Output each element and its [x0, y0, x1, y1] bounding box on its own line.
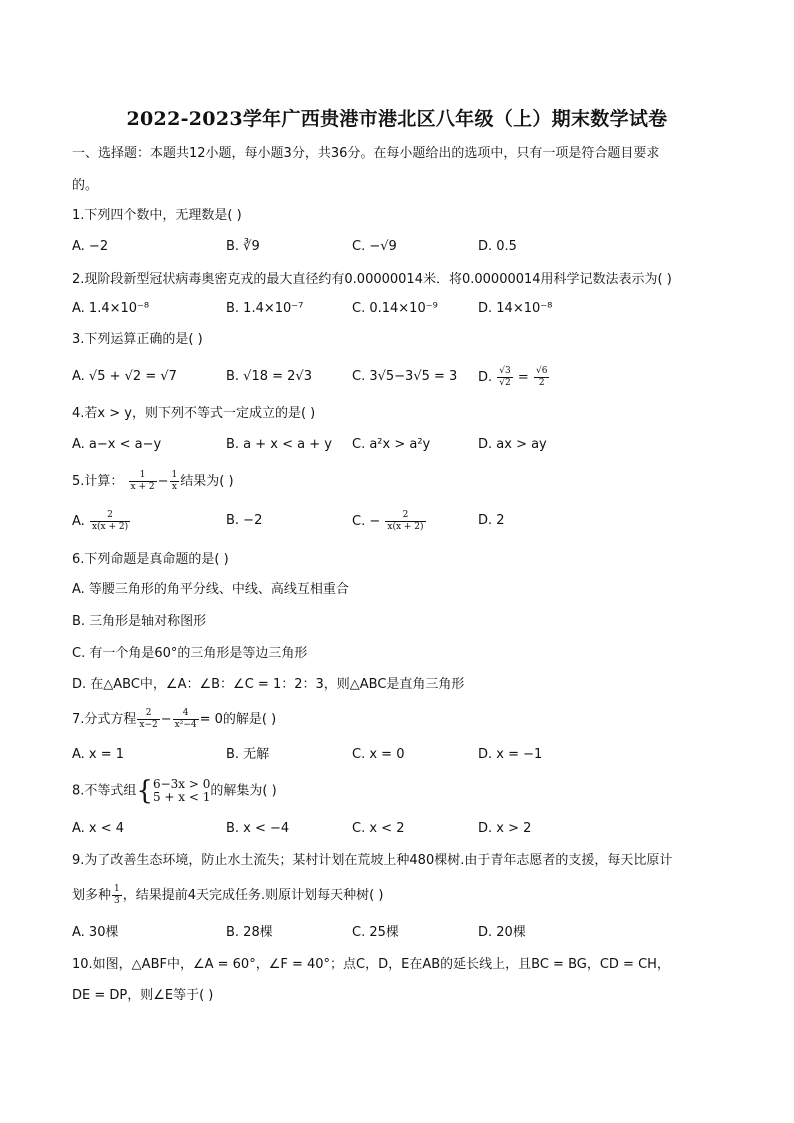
fraction-numerator: 4	[173, 708, 199, 720]
fraction-numerator: √3	[499, 366, 511, 376]
question-4-options	[72, 434, 732, 456]
minus-sign: −	[157, 474, 169, 489]
question-8-stem-suffix: 的解集为( )	[210, 783, 277, 799]
question-9-stem-line-2	[72, 884, 383, 907]
question-6-option-b: B. 三角形是轴对称图形	[72, 614, 207, 629]
question-5-option-a-fraction	[90, 510, 130, 533]
question-3-options	[72, 366, 732, 388]
question-3-option-c: C. 3√5−3√5 = 3	[352, 369, 458, 384]
question-5-option-a	[72, 510, 131, 533]
question-10-stem-line-2: DE = DP，则∠E等于( )	[72, 988, 214, 1003]
question-3-option-b: B. √18 = 2√3	[226, 369, 312, 384]
question-7-stem-suffix: = 0的解是( )	[199, 712, 277, 727]
fraction-denominator: x²−4	[174, 720, 197, 730]
question-8-options	[72, 818, 732, 840]
fraction-numerator: 2	[385, 510, 425, 522]
question-8-option-b: B. x < −4	[226, 821, 290, 836]
fraction-denominator: √2	[499, 378, 511, 388]
question-3-option-d	[478, 366, 550, 389]
question-3-option-d-right-fraction	[534, 366, 549, 389]
question-9-fraction	[112, 884, 122, 907]
question-7-fraction-1	[137, 708, 159, 731]
question-9-options	[72, 922, 732, 944]
question-7-options	[72, 744, 732, 766]
question-7-stem	[72, 708, 276, 731]
question-2-option-c: C. 0.14×10⁻⁹	[352, 301, 438, 316]
question-5-stem	[72, 470, 234, 493]
question-6-option-c: C. 有一个角是60°的三角形是等边三角形	[72, 646, 308, 661]
question-2-option-b: B. 1.4×10⁻⁷	[226, 301, 304, 316]
question-5-option-c	[352, 510, 427, 533]
fraction-denominator: 3	[114, 896, 120, 906]
fraction-numerator: 2	[137, 708, 159, 720]
question-2-stem: 2.现阶段新型冠状病毒奥密克戎的最大直径约有0.00000014米．将0.00000014用科学记数法表示为( )	[72, 272, 672, 287]
fraction-numerator: √6	[535, 366, 548, 376]
question-5-options	[72, 510, 732, 532]
question-2-options	[72, 298, 732, 320]
question-5-stem-prefix: 5.计算：	[72, 474, 124, 489]
question-1-option-b: B. ∛9	[226, 239, 260, 254]
question-7-fraction-2	[173, 708, 199, 731]
question-8-option-a: A. x < 4	[72, 821, 125, 836]
question-5-fraction-2	[170, 470, 180, 493]
question-8-stem	[72, 778, 277, 804]
question-7-option-b: B. 无解	[226, 747, 270, 762]
fraction-numerator: 2	[90, 510, 130, 522]
question-10-stem-line-1: 10.如图，△ABF中，∠A = 60°，∠F = 40°；点C，D，E在AB的延长线上，且BC = BG，CD = CH，	[72, 957, 670, 972]
question-5-stem-suffix: 结果为( )	[180, 474, 234, 489]
inequality-2: 5 + x < 1	[152, 790, 211, 804]
question-5-fraction-1	[129, 470, 157, 493]
fraction-denominator: x + 2	[130, 482, 155, 492]
section-instruction-line-1: 一、选择题：本题共12小题，每小题3分，共36分。在每小题给出的选项中，只有一项是符合题目要求	[72, 146, 660, 161]
question-4-option-d: D. ax > ay	[478, 437, 547, 452]
question-1-option-d: D. 0.5	[478, 239, 517, 254]
fraction-numerator: 1	[114, 884, 120, 894]
question-9-option-b: B. 28棵	[226, 925, 273, 940]
option-label: A.	[72, 514, 85, 529]
question-5-option-c-fraction	[385, 510, 425, 533]
question-1-option-a: A. −2	[72, 239, 109, 254]
question-2-option-d: D. 14×10⁻⁸	[478, 301, 553, 316]
minus-sign: −	[160, 712, 172, 727]
question-4-option-a: A. a−x < a−y	[72, 437, 162, 452]
question-1-options	[72, 236, 732, 258]
question-9-option-a: A. 30棵	[72, 925, 119, 940]
equals-sign: =	[517, 370, 529, 385]
fraction-denominator: x	[171, 482, 177, 492]
inequality-system	[153, 778, 210, 804]
question-4-stem: 4.若x > y，则下列不等式一定成立的是( )	[72, 406, 316, 421]
question-7-stem-prefix: 7.分式方程	[72, 712, 137, 727]
fraction-denominator: 2	[538, 378, 545, 388]
section-instruction-line-2: 的。	[72, 178, 99, 193]
fraction-numerator: 1	[171, 470, 178, 480]
question-7-option-c: C. x = 0	[352, 747, 405, 762]
question-7-option-a: A. x = 1	[72, 747, 125, 762]
question-9-option-c: C. 25棵	[352, 925, 399, 940]
question-1-option-c: C. −√9	[352, 239, 397, 254]
question-5-option-b: B. −2	[226, 513, 263, 528]
question-8-option-c: C. x < 2	[352, 821, 405, 836]
inequality-1: 6−3x > 0	[152, 777, 211, 791]
fraction-numerator: 1	[129, 470, 157, 482]
question-3-stem: 3.下列运算正确的是( )	[72, 332, 203, 347]
question-4-option-b: B. a + x < a + y	[226, 437, 332, 452]
question-6-option-a: A. 等腰三角形的角平分线、中线、高线互相重合	[72, 582, 349, 597]
fraction-denominator: x(x + 2)	[387, 522, 424, 532]
question-3-option-a: A. √5 + √2 = √7	[72, 369, 177, 384]
question-6-stem: 6.下列命题是真命题的是( )	[72, 552, 229, 567]
question-1-stem: 1.下列四个数中，无理数是( )	[72, 208, 242, 223]
question-6-option-d: D. 在△ABC中，∠A：∠B：∠C = 1：2：3，则△ABC是直角三角形	[72, 677, 465, 692]
question-4-option-c: C. a²x > a²y	[352, 437, 431, 452]
question-2-option-a: A. 1.4×10⁻⁸	[72, 301, 150, 316]
question-8-stem-prefix: 8.不等式组	[72, 783, 137, 799]
question-9-stem-line-1: 9.为了改善生态环境，防止水土流失；某村计划在荒坡上种480棵树.由于青年志愿者的支援，每天比原计	[72, 853, 673, 868]
question-3-option-d-left-fraction	[497, 366, 512, 389]
option-label: C. −	[352, 514, 381, 529]
system-brace: {	[136, 776, 153, 806]
question-9-stem-prefix: 划多种	[72, 888, 112, 903]
exam-title: 2022-2023学年广西贵港市港北区八年级（上）期末数学试卷	[126, 108, 668, 130]
question-5-option-d: D. 2	[478, 513, 505, 528]
fraction-denominator: x(x + 2)	[91, 522, 129, 532]
question-7-option-d: D. x = −1	[478, 747, 543, 762]
question-9-option-d: D. 20棵	[478, 925, 526, 940]
fraction-denominator: x−2	[139, 720, 158, 730]
question-3-option-d-label: D.	[478, 370, 493, 385]
question-8-option-d: D. x > 2	[478, 821, 532, 836]
question-9-stem-suffix: ，结果提前4天完成任务.则原计划每天种树( )	[122, 888, 384, 903]
